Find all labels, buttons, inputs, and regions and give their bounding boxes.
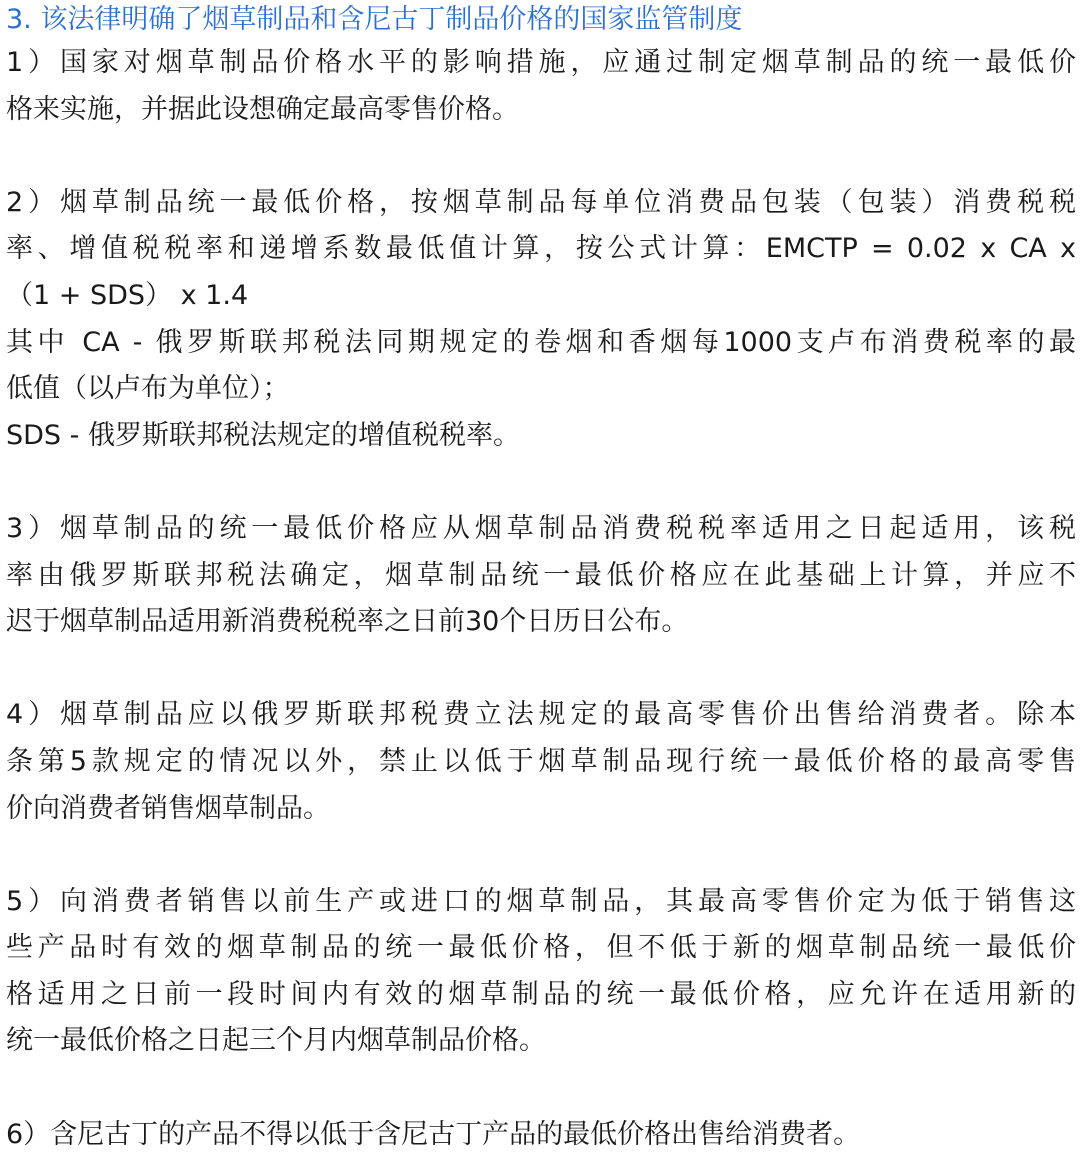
paragraph-2 bbox=[6, 180, 1076, 460]
paragraph-4 bbox=[6, 692, 1076, 832]
paragraph-2-line-3: （1 + SDS） x 1.4 bbox=[6, 279, 249, 311]
paragraph-1 bbox=[6, 40, 1076, 133]
paragraph-1-line-2: 格来实施，并据此设想确定最高零售价格。 bbox=[6, 93, 519, 125]
paragraph-5-line-2: 些产品时有效的烟草制品的统一最低价格，但不低于新的烟草制品统一最低价 bbox=[6, 932, 1076, 964]
paragraph-6 bbox=[6, 1112, 1076, 1158]
paragraph-4-line-1: 4）烟草制品应以俄罗斯联邦税费立法规定的最高零售价出售给消费者。除本 bbox=[6, 699, 1076, 731]
paragraph-4-line-2: 条第5款规定的情况以外，禁止以低于烟草制品现行统一最低价格的最高零售 bbox=[6, 745, 1076, 777]
paragraph-spacer bbox=[6, 133, 1076, 180]
paragraph-3-line-1: 3）烟草制品的统一最低价格应从烟草制品消费税税率适用之日起适用，该税 bbox=[6, 512, 1076, 544]
paragraph-2-line-2: 率、增值税税率和递增系数最低值计算，按公式计算：EMCTP = 0.02 x CA x bbox=[6, 233, 1076, 265]
paragraph-2-line-6: SDS - 俄罗斯联邦税法规定的增值税税率。 bbox=[6, 419, 520, 451]
paragraph-spacer bbox=[6, 459, 1076, 506]
paragraph-5-line-4: 统一最低价格之日起三个月内烟草制品价格。 bbox=[6, 1025, 546, 1057]
paragraph-3 bbox=[6, 506, 1076, 646]
section-heading: 3. 该法律明确了烟草制品和含尼古丁制品价格的国家监管制度 bbox=[6, 4, 743, 35]
paragraph-2-line-5: 低值（以卢布为单位）； bbox=[6, 373, 290, 405]
paragraph-2-line-1: 2）烟草制品统一最低价格，按烟草制品每单位消费品包装（包装）消费税税 bbox=[6, 186, 1076, 218]
paragraph-4-line-3: 价向消费者销售烟草制品。 bbox=[6, 792, 330, 824]
paragraph-5-line-1: 5）向消费者销售以前生产或进口的烟草制品，其最高零售价定为低于销售这 bbox=[6, 885, 1076, 917]
paragraph-2-line-4: 其中 CA - 俄罗斯联邦税法同期规定的卷烟和香烟每1000支卢布消费税率的最 bbox=[6, 326, 1076, 358]
paragraph-3-line-3: 迟于烟草制品适用新消费税税率之日前30个日历日公布。 bbox=[6, 606, 689, 638]
paragraph-spacer bbox=[6, 832, 1076, 879]
paragraph-5-line-3: 格适用之日前一段时间内有效的烟草制品的统一最低价格，应允许在适用新的 bbox=[6, 978, 1076, 1010]
paragraph-1-line-1: 1）国家对烟草制品价格水平的影响措施，应通过制定烟草制品的统一最低价 bbox=[6, 47, 1076, 78]
paragraph-spacer bbox=[6, 1065, 1076, 1112]
paragraph-spacer bbox=[6, 646, 1076, 693]
paragraph-3-line-2: 率由俄罗斯联邦税法确定，烟草制品统一最低价格应在此基础上计算，并应不 bbox=[6, 559, 1076, 591]
paragraph-6-line-1: 6）含尼古丁的产品不得以低于含尼古丁产品的最低价格出售给消费者。 bbox=[6, 1118, 861, 1150]
paragraph-5 bbox=[6, 879, 1076, 1065]
